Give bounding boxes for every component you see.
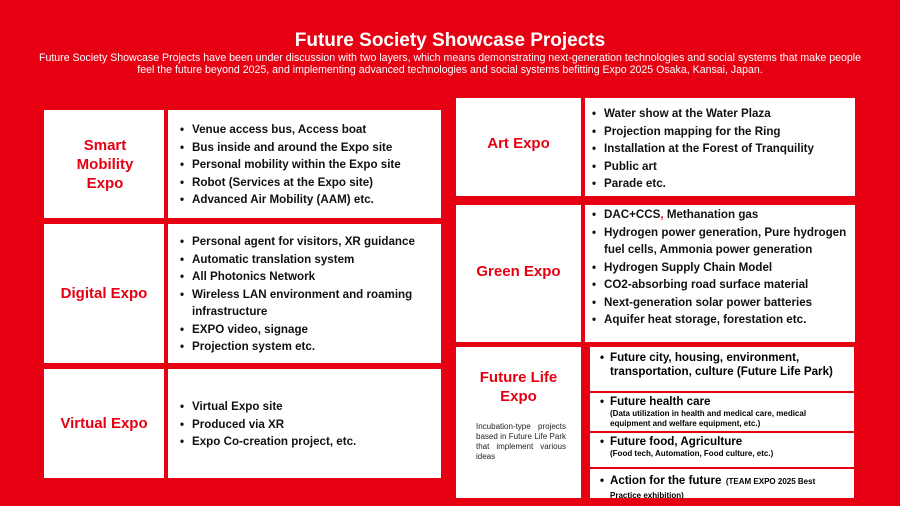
future-life-note: Incubation-type projects based in Future Life Park that implement various ideas [476, 422, 566, 461]
list-item: • Hydrogen Supply Chain Model [592, 259, 852, 277]
list-item: • Bus inside and around the Expo site [180, 139, 440, 157]
future-life-item-sub: (Food tech, Automation, Food culture, etc.) [610, 449, 774, 458]
list-item: • EXPO video, signage [180, 321, 438, 339]
list-item: • Personal agent for visitors, XR guidance [180, 233, 438, 251]
list-item: • Wireless LAN environment and roaming infrastructure [180, 286, 438, 321]
list-item [592, 206, 852, 224]
list-item: • Venue access bus, Access boat [180, 121, 440, 139]
list-item: • Personal mobility within the Expo site [180, 156, 440, 174]
bullet-icon: • [600, 351, 605, 364]
art-label: Art Expo [487, 134, 550, 152]
future-life-label: Future Life Expo [479, 369, 558, 405]
smart-mobility-label: Smart Mobility Expo [76, 136, 134, 192]
list-item: • Advanced Air Mobility (AAM) etc. [180, 191, 440, 209]
virtual-label: Virtual Expo [60, 415, 148, 432]
list-item: • Projection mapping for the Ring [592, 123, 854, 141]
digital-label: Digital Expo [60, 285, 148, 302]
future-life-item-action [590, 469, 854, 498]
list-item: • Virtual Expo site [180, 398, 438, 416]
list-item: • All Photonics Network [180, 268, 438, 286]
future-life-item-health [590, 393, 854, 432]
future-life-item-city [590, 347, 854, 392]
list-item: • Produced via XR [180, 416, 438, 434]
list-item: • Hydrogen power generation, Pure hydrogen fuel cells, Ammonia power generation [592, 224, 852, 259]
list-item: • Robot (Services at the Expo site) [180, 174, 440, 192]
future-life-item-sub: (TEAM EXPO 2025 Best Practice exhibition) [610, 477, 816, 500]
digital-list [180, 233, 438, 356]
list-item: • Projection system etc. [180, 338, 438, 356]
bullet-icon: • [600, 435, 605, 448]
bullet-icon: • [600, 474, 605, 487]
page-title: Future Society Showcase Projects [294, 30, 606, 51]
list-item: • CO2-absorbing road surface material [592, 276, 852, 294]
virtual-list [180, 398, 438, 451]
list-item: • Installation at the Forest of Tranquility [592, 140, 854, 158]
list-item: • Parade etc. [592, 175, 854, 193]
green-item-methanation: Methanation gas [666, 208, 759, 221]
page-subtitle: Future Society Showcase Projects have been under discussion with two layers, which means demonstrating next-generation technologies and social systems that make people feel the future beyond 2025, and implementing advanced technologies and social systems befitting Expo 2025 Osaka, Kansai, Japan. [38, 52, 862, 77]
future-life-item-food [590, 433, 854, 468]
list-item: • Public art [592, 158, 854, 176]
future-life-item-main: Future food, Agriculture [610, 435, 743, 448]
bullet-icon: • [600, 395, 605, 408]
art-list [592, 105, 854, 193]
list-item: • Automatic translation system [180, 251, 438, 269]
green-item-dac: DAC+CCS [604, 208, 661, 221]
green-label: Green Expo [476, 262, 561, 280]
future-life-item-action-text [610, 474, 848, 501]
smart-mobility-list [180, 121, 440, 209]
future-life-item-sub: (Data utilization in health and medical care, medical equipment and welfare equipment, etc.) [610, 409, 807, 428]
green-item-separator: , [660, 208, 667, 221]
future-life-item-main: Future city, housing, environment, transportation, culture (Future Life Park) [610, 351, 833, 378]
green-list [592, 206, 852, 329]
list-item: • Aquifer heat storage, forestation etc. [592, 311, 852, 329]
list-item: • Next-generation solar power batteries [592, 294, 852, 312]
list-item: • Water show at the Water Plaza [592, 105, 854, 123]
list-item: • Expo Co-creation project, etc. [180, 433, 438, 451]
future-life-item-main: Action for the future [610, 474, 722, 487]
future-life-item-main: Future health care [610, 395, 711, 408]
